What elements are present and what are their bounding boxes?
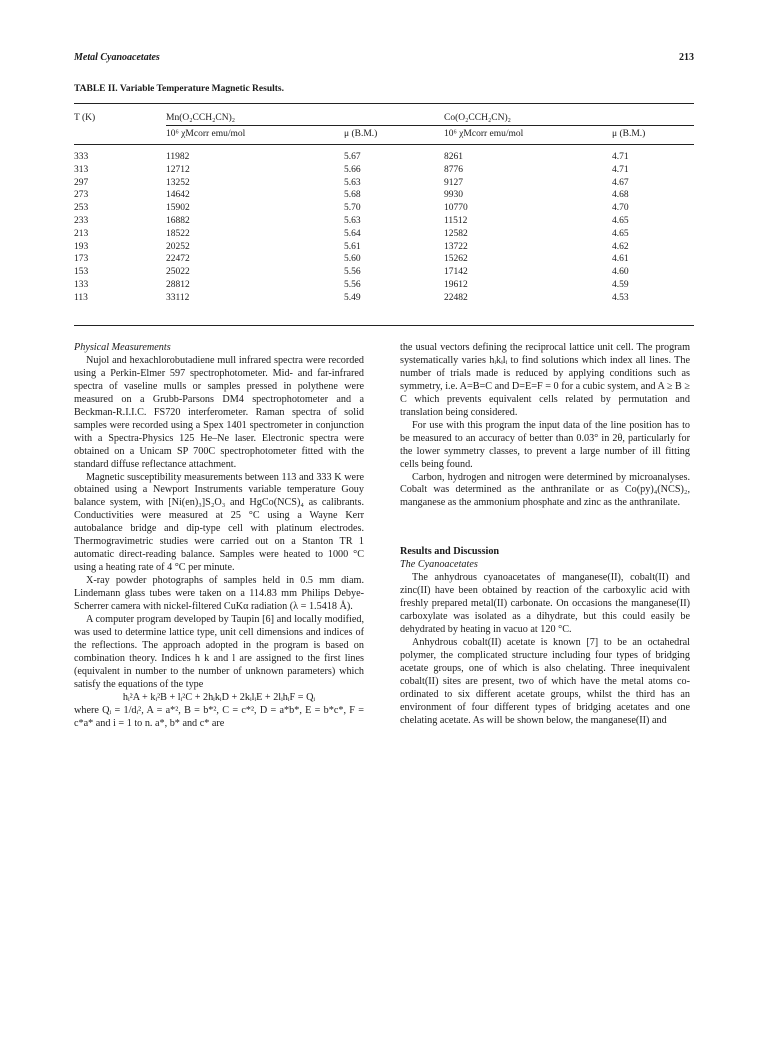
cell-temperature: 133 [74, 279, 89, 290]
table-row [74, 241, 694, 254]
cell-temperature: 333 [74, 152, 89, 162]
cell-mn-chi: 22472 [166, 254, 190, 265]
cell-co-mu: 4.67 [612, 177, 629, 188]
cell-mn-mu: 5.56 [344, 279, 361, 290]
cell-co-mu: 4.65 [612, 215, 629, 226]
cell-co-chi: 13722 [444, 241, 468, 252]
cell-mn-chi: 14642 [166, 190, 190, 201]
cell-temperature: 313 [74, 164, 89, 175]
cell-co-mu: 4.70 [612, 203, 629, 214]
cell-co-chi: 9127 [444, 177, 463, 188]
cell-co-mu: 4.62 [612, 241, 629, 252]
cell-temperature: 153 [74, 267, 89, 278]
cell-mn-mu: 5.67 [344, 152, 361, 162]
header-co-chi: 10⁶ χMcorr emu/mol [444, 126, 612, 145]
paragraph: For use with this program the input data of the line position has to be measured to an accuracy of better than 0.03° in 2θ, particularly for the lower symmetry classes, to prevent a large number of ill fitting cells being found. [400, 419, 690, 470]
section-physical-measurements: Physical Measurements [74, 342, 171, 353]
cell-co-chi: 9930 [444, 190, 463, 201]
paragraph: X-ray powder photographs of samples held in 0.5 mm diam. Lindemann glass tubes were taken on a 114.83 mm Philips Debye-Scherrer camera with nickel-filtered CuKα radiation (λ = 1.5418 Å). [74, 575, 364, 613]
cell-mn-mu: 5.66 [344, 164, 361, 175]
cell-mn-mu: 5.60 [344, 254, 361, 265]
table-row [74, 253, 694, 266]
journal-title: Metal Cyanoacetates [74, 52, 160, 63]
cell-co-chi: 8776 [444, 164, 463, 175]
table-row [74, 215, 694, 228]
cell-co-chi: 12582 [444, 228, 468, 239]
page-number: 213 [679, 52, 694, 63]
table-row [74, 292, 694, 305]
cell-co-mu: 4.68 [612, 190, 629, 201]
cell-co-mu: 4.53 [612, 292, 629, 303]
cell-co-mu: 4.65 [612, 228, 629, 239]
cell-co-chi: 19612 [444, 279, 468, 290]
header-group-co: Co(O₂CCH₂CN)₂ [444, 103, 694, 126]
cell-mn-chi: 15902 [166, 203, 190, 214]
cell-co-mu: 4.59 [612, 279, 629, 290]
table-row [74, 164, 694, 177]
table-row [74, 177, 694, 190]
paragraph: A computer program developed by Taupin [6] and locally modified, was used to determine lattice type, unit cell dimensions and indices of the reflections. The approach adopted in the program is based on combination theory. Indices h k and l are assigned to the first lines (equivalent in number to the number of unknown parameters) which satisfy the equations of the type [74, 614, 364, 690]
cell-mn-chi: 11982 [166, 152, 190, 162]
paragraph: the usual vectors defining the reciprocal lattice unit cell. The program systematically varies hᵢkᵢlᵢ to find solutions which index all lines. The number of trials made is reduced by applying conditions such as symmetry, i.e. A=B=C and D=E=F = 0 for a cubic system, and A ≥ B ≥ C which prevents equivalent cells related by permutation and translation being considered. [400, 342, 690, 418]
cell-temperature: 113 [74, 292, 88, 303]
paragraph: Anhydrous cobalt(II) acetate is known [7] to be an octahedral polymer, the complicated structure including four types of bridging acetate groups, one of which is also chelating. Three inequivalent cobalt(II) sites are present, two of which have the metal atoms co-ordinated to six different acetate groups, whilst the third has an environment of four different types of bridging acetates and one chelating acetate. As will be shown below, the manganese(II) and [400, 637, 690, 726]
cell-mn-mu: 5.49 [344, 292, 361, 303]
cell-mn-mu: 5.68 [344, 190, 361, 201]
cell-co-chi: 11512 [444, 215, 468, 226]
cell-temperature: 297 [74, 177, 89, 188]
cell-co-mu: 4.71 [612, 164, 629, 175]
header-temperature: T (K) [74, 113, 96, 124]
cell-temperature: 253 [74, 203, 89, 214]
cell-co-mu: 4.60 [612, 267, 629, 278]
table-row [74, 279, 694, 292]
cell-co-chi: 15262 [444, 254, 468, 265]
right-column [400, 342, 690, 728]
cell-co-mu: 4.71 [612, 152, 629, 162]
cell-mn-mu: 5.63 [344, 177, 361, 188]
cell-mn-mu: 5.63 [344, 215, 361, 226]
cell-mn-mu: 5.70 [344, 203, 361, 214]
section-results-discussion: Results and Discussion [400, 546, 500, 558]
equation: hᵢ²A + kᵢ²B + lᵢ²C + 2hᵢkᵢD + 2kᵢlᵢE + 2lᵢhᵢF = Qᵢ [122, 691, 316, 703]
cell-mn-chi: 33112 [166, 292, 190, 303]
cell-co-chi: 22482 [444, 292, 468, 303]
running-head [74, 52, 694, 63]
cell-temperature: 213 [74, 228, 89, 239]
header-group-mn: Mn(O₂CCH₂CN)₂ [166, 103, 444, 126]
magnetic-results-table [74, 103, 694, 305]
table-caption: TABLE II. Variable Temperature Magnetic Results. [74, 84, 284, 94]
header-co-mu: μ (B.M.) [612, 126, 694, 145]
cell-mn-chi: 28812 [166, 279, 190, 290]
cell-temperature: 173 [74, 254, 89, 265]
cell-mn-mu: 5.61 [344, 241, 361, 252]
cell-mn-chi: 16882 [166, 215, 190, 226]
table-bottom-rule [74, 325, 694, 326]
paragraph: The anhydrous cyanoacetates of manganese(II), cobalt(II) and zinc(II) have been obtained by reaction of the carboxylic acid with freshly prepared metal(II) carbonate. On occasions the manganese(II) carboxylate was isolated as a dihydrate, but this could easily be dehydrated by heating in vacuo at 120 °C. [400, 572, 690, 636]
cell-temperature: 233 [74, 215, 89, 226]
table-row [74, 202, 694, 215]
cell-mn-chi: 25022 [166, 267, 190, 278]
table-row [74, 189, 694, 202]
table-row [74, 145, 694, 164]
left-column [74, 342, 364, 731]
paragraph: Magnetic susceptibility measurements between 113 and 333 K were obtained using a Newport Instruments variable temperature Gouy balance system, with [Ni(en)₃]S₂O₃ and HgCo(NCS)₄ as calibrants. Conductivities were measured at 25 °C using a Wayne Kerr autobalance bridge and dip-type cell with platinum electrodes. Thermogravimetric studies were carried out on a Stanton TR 1 automatic direct-reading balance. Samples were heated to 1000 °C using a heating rate of 4 °C per minute. [74, 471, 364, 574]
cell-co-chi: 10770 [444, 203, 468, 214]
cell-co-chi: 17142 [444, 267, 468, 278]
cell-co-chi: 8261 [444, 152, 463, 162]
cell-mn-chi: 20252 [166, 241, 190, 252]
subsection-cyanoacetates: The Cyanoacetates [400, 559, 478, 571]
paragraph: Nujol and hexachlorobutadiene mull infrared spectra were recorded using a Perkin-Elmer 597 spectrophotometer. Mid- and far-infrared spectra of vaseline mulls or samples pressed in polythene were measured on a Grubb-Parsons DM4 spectrophotometer and a Beckman-R.I.I.C. FS720 interferometer. Raman spectra of solid samples were recorded using a Spex 1401 spectrometer in conjunction with a Spectra-Physics 125 He–Ne laser. Electronic spectra were obtained on a Unicam SP 700C spectrophotometer fitted with the standard diffuse reflectance attachment. [74, 354, 364, 470]
paragraph: where Qᵢ = 1/dᵢ², A = a*², B = b*², C = c*², D = a*b*, E = b*c*, F = c*a* and i = 1 to n. a*, b* and c* are [74, 704, 364, 729]
cell-mn-mu: 5.64 [344, 228, 361, 239]
cell-mn-chi: 18522 [166, 228, 190, 239]
cell-temperature: 273 [74, 190, 89, 201]
table-body [74, 145, 694, 305]
header-mn-chi: 10⁶ χMcorr emu/mol [166, 126, 344, 145]
cell-mn-mu: 5.56 [344, 267, 361, 278]
cell-mn-chi: 13252 [166, 177, 190, 188]
cell-co-mu: 4.61 [612, 254, 629, 265]
header-mn-mu: μ (B.M.) [344, 126, 444, 145]
paragraph: Carbon, hydrogen and nitrogen were determined by microanalyses. Cobalt was determined as the anthranilate or as Co(py)₄(NCS)₂, manganese as the ammonium phosphate and zinc as the anthranilate. [400, 471, 690, 509]
table-row [74, 266, 694, 279]
cell-temperature: 193 [74, 241, 89, 252]
cell-mn-chi: 12712 [166, 164, 190, 175]
table-row [74, 228, 694, 241]
header-blank [74, 126, 166, 145]
